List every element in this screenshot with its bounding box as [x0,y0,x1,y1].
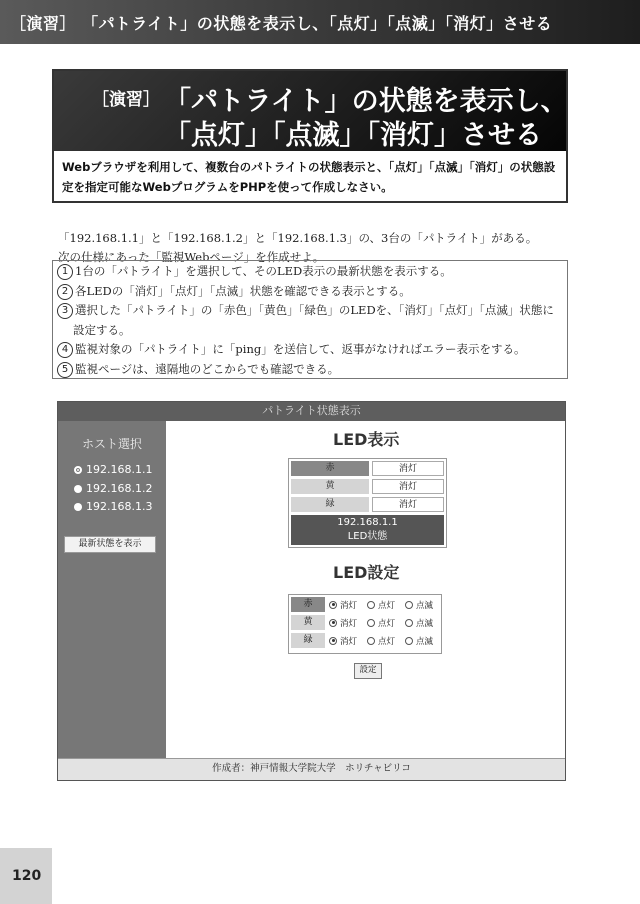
option-blink[interactable] [405,599,433,611]
set-button[interactable]: 設定 [354,663,382,679]
option-blink[interactable] [405,617,433,629]
spec-text: 監視ページは、遠隔地のどこからでも確認できる。 [75,361,340,376]
setting-label-red: 赤 [291,597,325,612]
host-label: 192.168.1.3 [86,500,153,513]
option-on[interactable] [367,635,395,647]
host-select-title: ホスト選択 [81,437,142,451]
option-label: 点灯 [378,636,396,647]
spec-number: 4 [57,342,73,358]
spec-text: 監視対象の「パトライト」に「ping」を送信して、返事がなければエラー表示をする。 [75,342,526,357]
exercise-description: Webブラウザを利用して、複数台のパトライトの状態表示と、「点灯」「点滅」「消灯」の状態設定を指定可能なWebプログラムをPHPを使って作成しなさい。 [62,160,556,194]
led-setting-table [288,594,442,654]
exercise-tag: ［演習］ [92,90,160,110]
setting-label-green: 緑 [291,633,325,648]
app-screenshot [57,401,566,781]
radio-selected-icon [329,637,337,645]
radio-icon [74,503,82,511]
setting-label-yellow: 黄 [291,615,325,630]
option-label: 消灯 [340,600,358,611]
spec-number: 5 [57,362,73,378]
led-status-row [291,479,444,494]
spec-item [57,282,563,302]
app-title: パトライト状態表示 [58,402,565,421]
option-label: 消灯 [340,636,358,647]
intro-line-1: 「192.168.1.1」と「192.168.1.2」と「192.168.1.3」の、3台の「パトライト」がある。 [58,231,538,245]
radio-selected-icon [329,601,337,609]
option-on[interactable] [367,617,395,629]
exercise-title-line2: 「点灯」「点滅」「消灯」させる [164,120,542,151]
led-setting-row [291,633,439,648]
host-radio-1[interactable] [74,463,152,476]
show-latest-button[interactable]: 最新状態を表示 [64,536,156,553]
led-label-green: 緑 [291,497,369,512]
led-setting-row [291,615,439,630]
radio-icon [367,637,375,645]
spec-item-continued: 設定する。 [73,322,131,337]
spec-number: 2 [57,284,73,300]
option-off[interactable] [329,617,357,629]
host-label: 192.168.1.2 [86,482,153,495]
radio-icon [367,601,375,609]
host-radio-3[interactable] [74,500,152,513]
intro-line-2: 次の仕様にあった「監視Webページ」を作成せよ。 [58,250,325,264]
option-on[interactable] [367,599,395,611]
radio-icon [405,619,413,627]
option-label: 点灯 [378,600,396,611]
option-label: 消灯 [340,618,358,629]
led-setting-row [291,597,439,612]
spec-text: 1台の「パトライト」を選択して、そのLED表示の最新状態を表示する。 [75,264,452,278]
led-label-yellow: 黄 [291,479,369,494]
led-state-red: 消灯 [372,461,444,476]
led-state-yellow: 消灯 [372,479,444,494]
option-label: 点滅 [416,600,434,611]
led-setting-heading: LED設定 [333,563,400,582]
led-status-table [288,458,447,548]
option-blink[interactable] [405,635,433,647]
title-banner [54,71,566,151]
spec-list [52,260,568,379]
radio-icon [367,619,375,627]
spec-number: 3 [57,303,73,319]
led-label-red: 赤 [291,461,369,476]
led-status-row [291,497,444,512]
spec-item [57,340,563,360]
led-status-row [291,461,444,476]
app-sidebar [58,421,166,761]
host-status-box [291,515,444,545]
page-number-tab [0,848,52,904]
host-label: 192.168.1.1 [86,463,153,476]
led-display-heading: LED表示 [333,430,400,449]
option-label: 点滅 [416,636,434,647]
page-number: 120 [12,868,42,884]
page-header-bar [0,0,640,44]
host-status-label: LED状態 [347,531,388,542]
spec-text: 各LEDの「消灯」「点灯」「点滅」状態を確認できる表示とする。 [75,283,411,298]
radio-selected-icon [329,619,337,627]
option-label: 点滅 [416,618,434,629]
host-status-ip: 192.168.1.1 [337,517,398,528]
radio-icon [405,637,413,645]
exercise-title-box [52,69,568,203]
page-header-title: ［演習］ 「パトライト」の状態を表示し、「点灯」「点滅」「消灯」させる [10,14,553,33]
option-off[interactable] [329,599,357,611]
led-state-green: 消灯 [372,497,444,512]
option-off[interactable] [329,635,357,647]
radio-icon [74,485,82,493]
spec-text: 選択した「パトライト」の「赤色」「黄色」「緑色」のLEDを、「消灯」「点灯」「点滅」状態に [75,303,554,318]
spec-item [57,301,563,321]
spec-number: 1 [57,264,73,280]
app-footer: 作成者：神戸情報大学院大学 ホリチャビリコ [58,758,565,780]
spec-item [57,262,563,282]
spec-item [57,360,563,380]
host-radio-2[interactable] [74,482,152,495]
exercise-title-line1: 「パトライト」の状態を表示し、 [164,86,568,117]
radio-selected-icon [74,466,82,474]
option-label: 点灯 [378,618,396,629]
radio-icon [405,601,413,609]
